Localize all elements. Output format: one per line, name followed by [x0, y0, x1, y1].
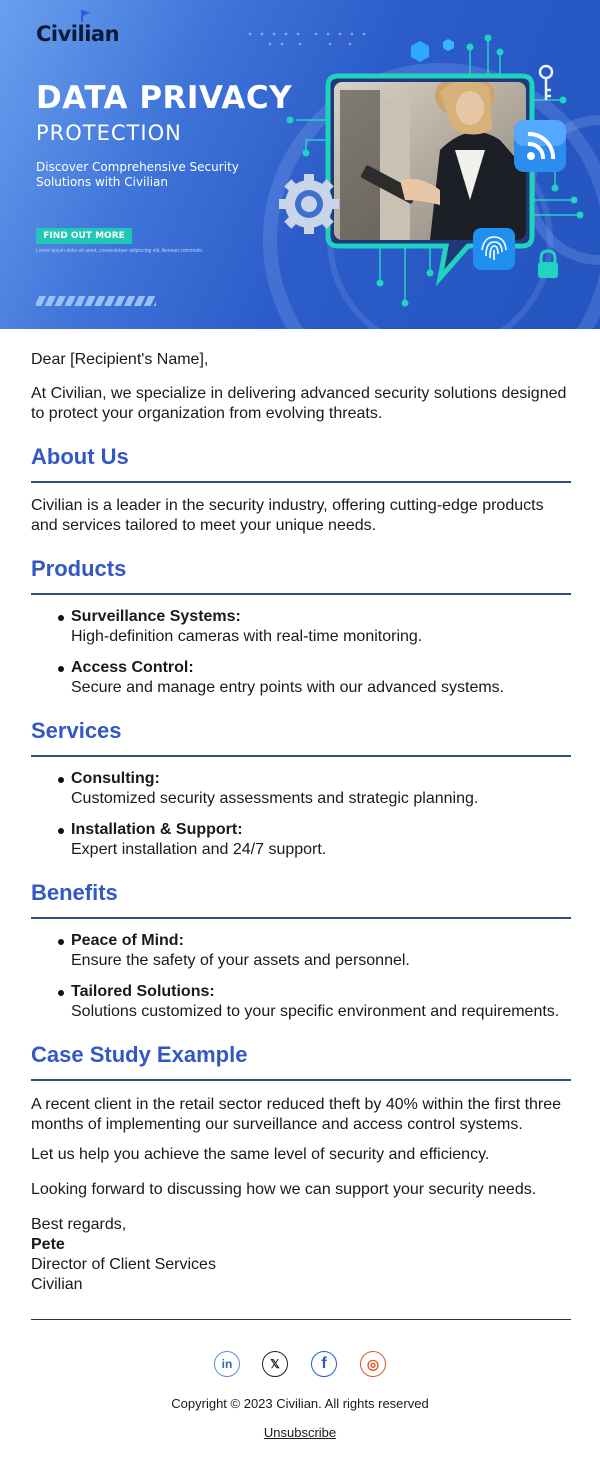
about-text: Civilian is a leader in the security industry, offering cutting-edge products and services tailored to meet your unique needs.: [31, 497, 544, 534]
footer-divider: [31, 1319, 571, 1320]
benefits-heading: Benefits: [31, 880, 118, 905]
hero-title: DATA PRIVACY: [36, 80, 293, 116]
benefits-list: [31, 931, 571, 1033]
item-desc: Secure and manage entry points with our advanced systems.: [71, 679, 505, 696]
services-heading: Services: [31, 718, 122, 743]
item-title: Peace of Mind:: [71, 932, 184, 949]
item-title: Consulting:: [71, 770, 160, 787]
greeting: Dear [Recipient's Name],: [31, 351, 209, 368]
hero-stripes-decoration: [36, 296, 156, 306]
facebook-glyph: f: [321, 1355, 327, 1372]
products-list: [31, 607, 571, 709]
signature-block: [31, 1215, 216, 1295]
list-item: [31, 931, 571, 971]
x-icon[interactable]: [262, 1351, 288, 1377]
item-desc: High-definition cameras with real-time monitoring.: [71, 628, 423, 645]
hero-fine-print: Lorem ipsum dolor sit amet, consectetuer adipiscing elit. Aenean commodo.: [36, 248, 204, 254]
closing-paragraph: Looking forward to discussing how we can support your security needs.: [31, 1181, 537, 1198]
list-item: [31, 658, 571, 698]
case-study-followup: Let us help you achieve the same level of security and efficiency.: [31, 1146, 490, 1163]
hero-subtitle: PROTECTION: [36, 121, 182, 145]
list-item: [31, 607, 571, 647]
about-heading: About Us: [31, 444, 129, 469]
item-title: Installation & Support:: [71, 821, 243, 838]
case-study-divider: [31, 1079, 571, 1081]
list-item: [31, 820, 571, 860]
signature-name: Pete: [31, 1236, 65, 1253]
instagram-glyph: ◎: [366, 1355, 380, 1372]
instagram-icon[interactable]: [360, 1351, 386, 1377]
unsubscribe-row: [0, 1425, 600, 1440]
find-out-more-button[interactable]: FIND OUT MORE: [36, 228, 132, 244]
services-divider: [31, 755, 571, 757]
linkedin-icon[interactable]: [214, 1351, 240, 1377]
benefits-divider: [31, 917, 571, 919]
about-divider: [31, 481, 571, 483]
products-heading: Products: [31, 556, 127, 581]
item-desc: Solutions customized to your specific environment and requirements.: [71, 1003, 560, 1020]
unsubscribe-link[interactable]: Unsubscribe: [263, 1425, 337, 1440]
x-glyph: 𝕏: [270, 1357, 280, 1371]
case-study-heading: Case Study Example: [31, 1042, 248, 1067]
hero-banner: [0, 0, 600, 329]
signature-company: Civilian: [31, 1276, 83, 1293]
intro-paragraph: At Civilian, we specialize in delivering advanced security solutions designed to protect your organization from evolving threats.: [31, 385, 567, 422]
services-list: [31, 769, 571, 871]
signature-role: Director of Client Services: [31, 1256, 216, 1273]
item-title: Surveillance Systems:: [71, 608, 241, 625]
products-divider: [31, 593, 571, 595]
logo-flag-icon: [81, 10, 91, 22]
brand-logo: Civilian: [36, 22, 120, 46]
item-title: Access Control:: [71, 659, 194, 676]
list-item: [31, 982, 571, 1022]
item-desc: Ensure the safety of your assets and personnel.: [71, 952, 410, 969]
copyright-text: Copyright © 2023 Civilian. All rights reserved: [171, 1396, 429, 1411]
case-study-text: A recent client in the retail sector reduced theft by 40% within the first three months of implementing our surveillance and access control systems.: [31, 1096, 562, 1133]
list-item: [31, 769, 571, 809]
facebook-icon[interactable]: [311, 1351, 337, 1377]
hero-tagline: Discover Comprehensive Security Solutions with Civilian: [36, 160, 239, 189]
item-desc: Customized security assessments and strategic planning.: [71, 790, 479, 807]
signature-regards: Best regards,: [31, 1216, 127, 1233]
item-desc: Expert installation and 24/7 support.: [71, 841, 327, 858]
social-links: [0, 1351, 600, 1379]
item-title: Tailored Solutions:: [71, 983, 215, 1000]
linkedin-glyph: in: [221, 1357, 233, 1371]
